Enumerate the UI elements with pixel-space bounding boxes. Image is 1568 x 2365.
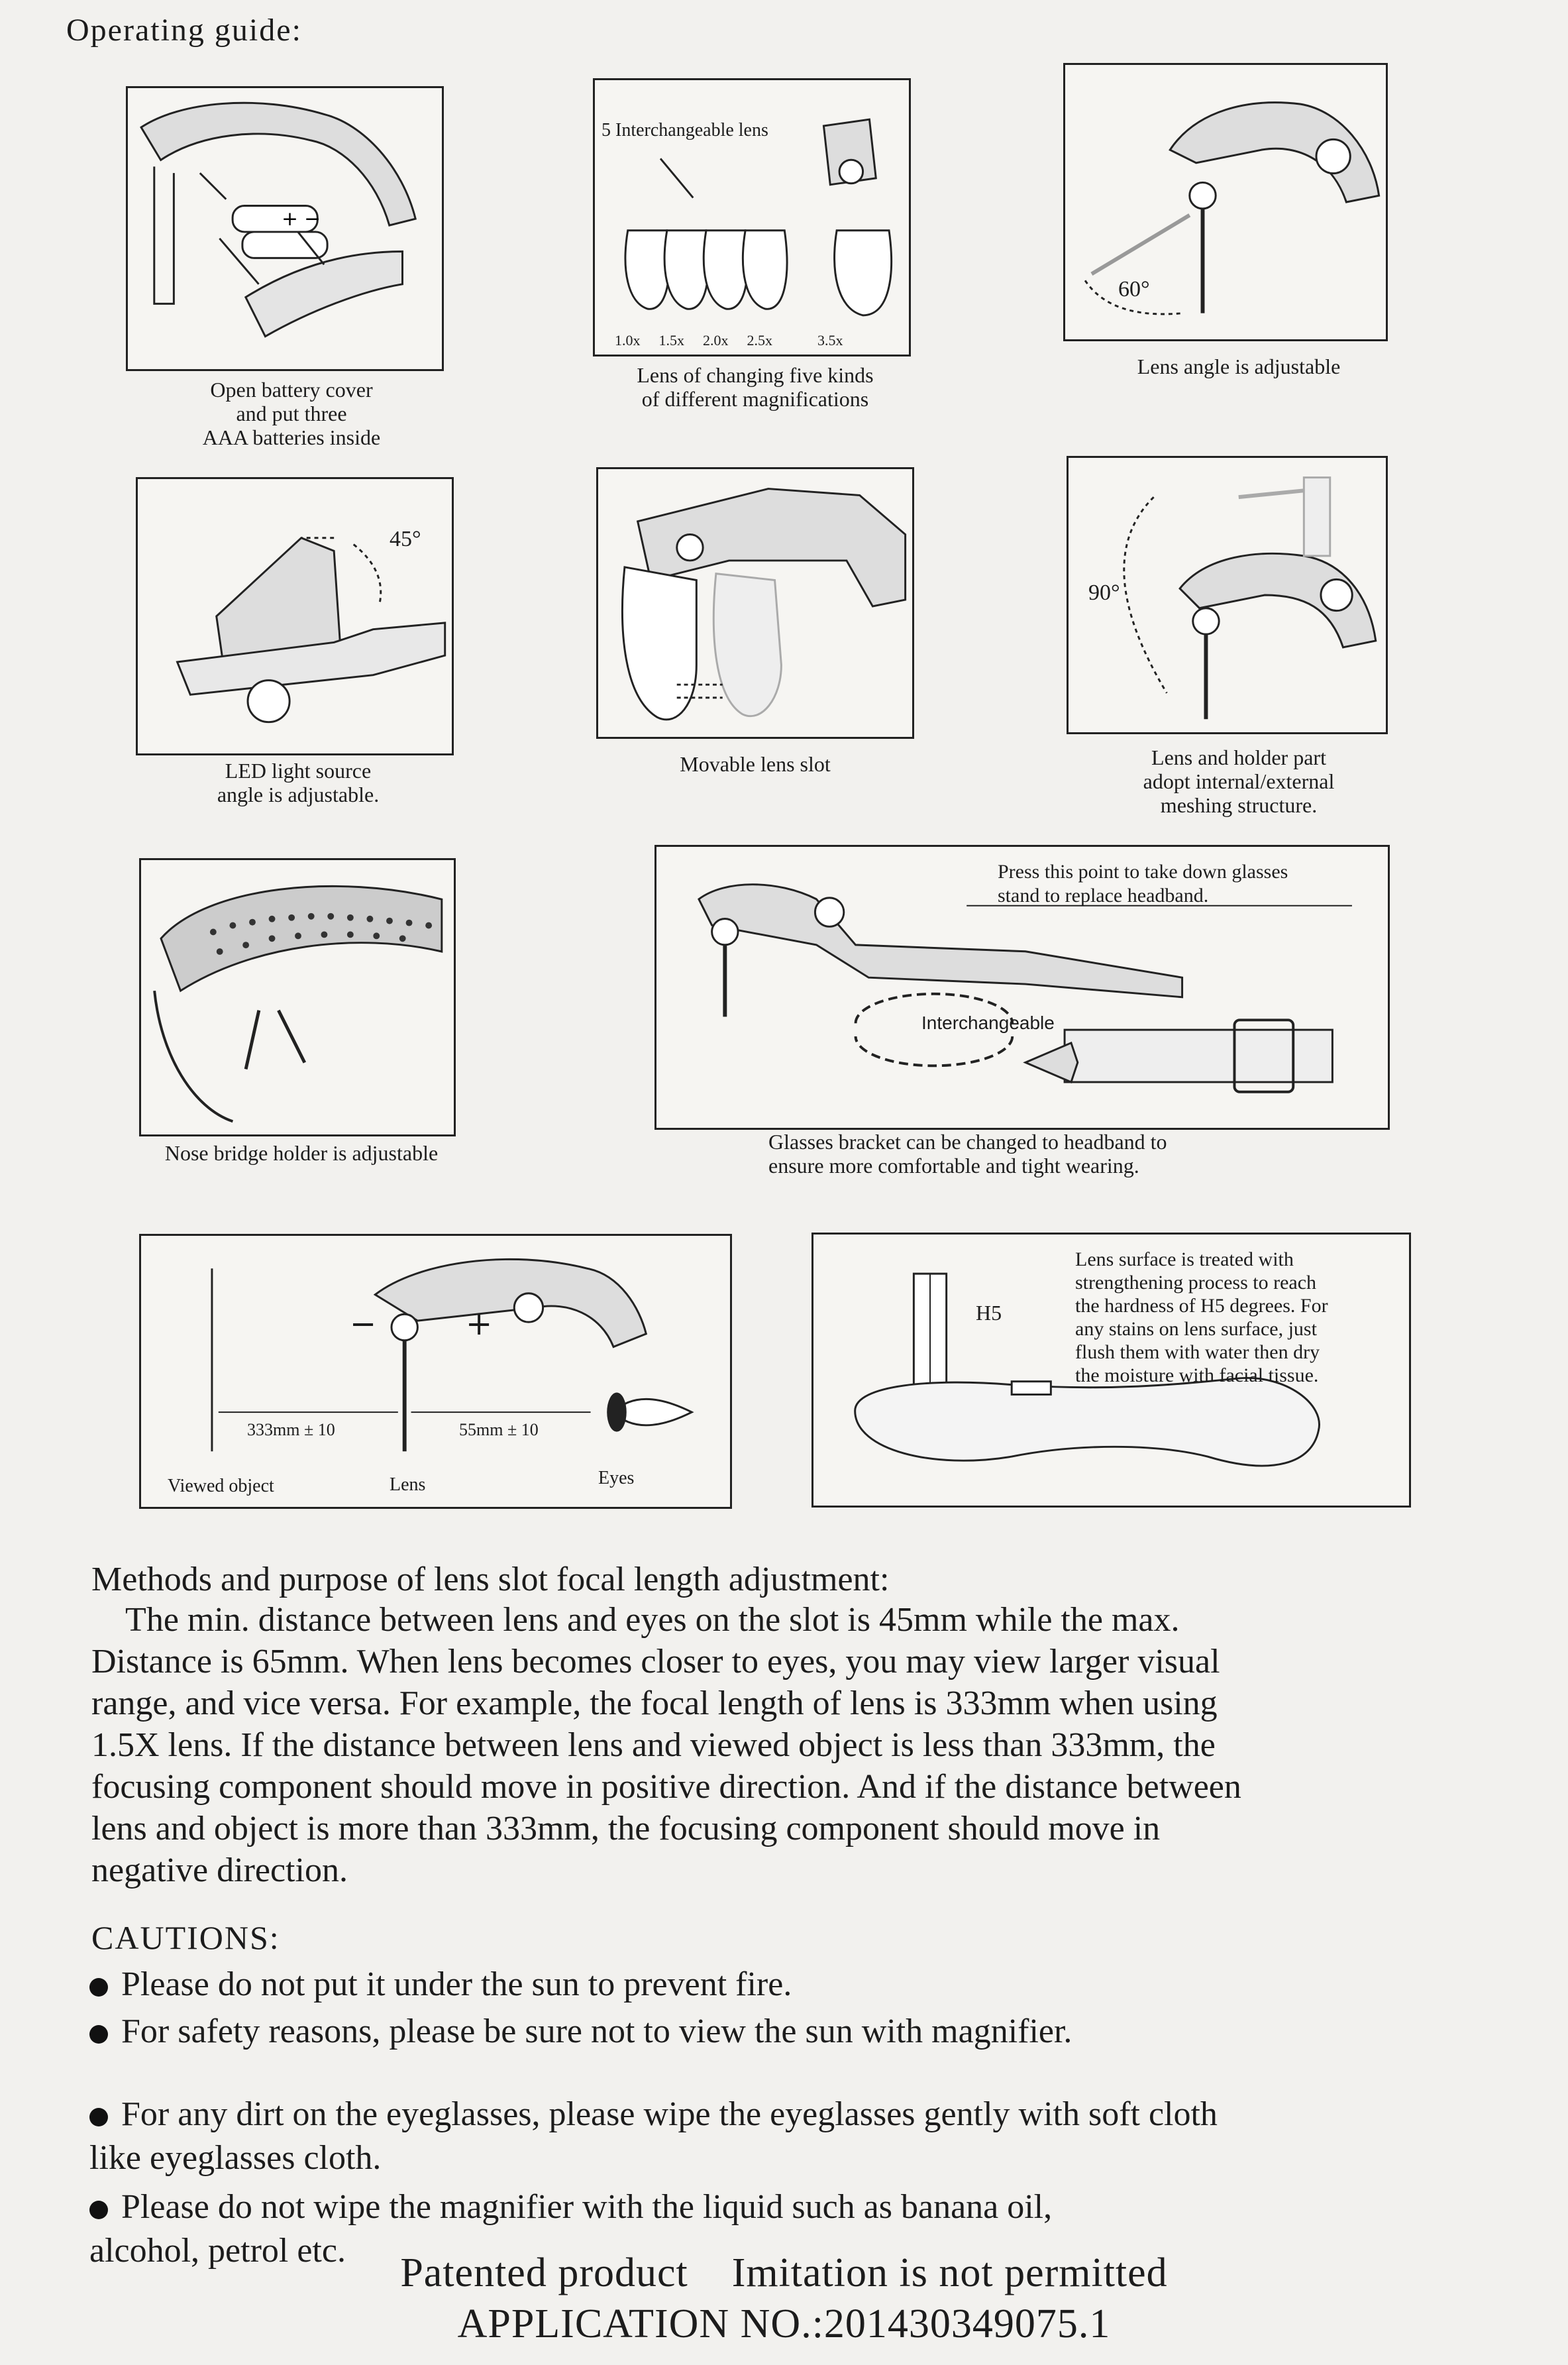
focal-length-illustration [139,1234,732,1509]
holder-illustration [1067,456,1388,734]
interchangeable-label: Interchangeable [921,1013,1055,1033]
caution-item-1 [89,1963,1481,2007]
led-angle-value: 45° [390,527,421,551]
caution-item-2 [89,2010,1481,2054]
magnification-list [615,332,900,349]
nose-caption: Nose bridge holder is adjustable [164,1141,439,1165]
cautions-title: CAUTIONS: [91,1919,280,1956]
hardness-label: H5 [976,1301,1002,1325]
caution-text-1: Please do not put it under the sun to prevent fire. [121,1965,792,2003]
bullet-icon [89,2201,108,2219]
methods-line-2: Distance is 65mm. When lens becomes closer to eyes, you may view larger visual [91,1643,1220,1680]
lens-angle-caption: Lens angle is adjustable [1137,355,1341,378]
minus-sign: − [350,1305,377,1343]
slot-illustration [596,467,914,739]
eyes-label: Eyes [598,1468,635,1488]
caution-text-2: For safety reasons, please be sure not to view the sun with magnifier. [121,2012,1072,2050]
bullet-icon [89,2025,108,2044]
methods-line-7: negative direction. [91,1851,348,1889]
bullet-icon [89,2108,108,2126]
plus-sign: + [466,1305,493,1343]
viewed-object-label: Viewed object [168,1476,274,1496]
holder-angle-value: 90° [1088,580,1120,605]
nose-illustration [139,858,456,1136]
bracket-press-note: Press this point to take down glasses stand to replace headband. [998,861,1288,907]
methods-heading: Methods and purpose of lens slot focal length adjustment: [91,1561,890,1598]
patent-notice: Patented product Imitation is not permitted [400,2250,1168,2295]
magnification-4: 2.5x [747,332,772,349]
led-illustration [136,477,454,755]
application-number: APPLICATION NO.:201430349075.1 [457,2301,1111,2346]
caution-text-4: Please do not wipe the magnifier with the liquid such as banana oil, alcohol, petrol etc. [89,2188,1053,2270]
lens-label: Lens [390,1474,426,1495]
bracket-illustration [654,845,1390,1130]
magnification-1: 1.0x [615,332,641,349]
methods-line-5: focusing component should move in positive direction. And if the distance between [91,1768,1241,1806]
lenses-illustration [593,78,911,357]
bullet-icon [89,1978,108,1997]
lens-surface-illustration [811,1233,1411,1508]
distance-lens-eyes: 55mm ± 10 [459,1420,539,1439]
lens-angle-value: 60° [1118,277,1150,302]
lenses-caption: Lens of changing five kinds of different magnifications [637,363,874,411]
methods-line-4: 1.5X lens. If the distance between lens and viewed object is less than 333mm, the [91,1726,1216,1764]
holder-caption: Lens and holder part adopt internal/external meshing structure. [1143,745,1335,817]
magnification-5: 3.5x [817,332,843,349]
lenses-label: 5 Interchangeable lens [601,120,768,140]
distance-object-lens: 333mm ± 10 [247,1420,335,1439]
methods-line-6: lens and object is more than 333mm, the focusing component should move in [91,1810,1161,1847]
page-title: Operating guide: [66,13,302,48]
battery-illustration [126,86,444,371]
lens-surface-note: Lens surface is treated with strengthening process to reach the hardness of H5 degrees. For any stains on lens surface, just flush them with water then dry the moisture with facial tissue. [1075,1248,1328,1386]
methods-line-3: range, and vice versa. For example, the focal length of lens is 333mm when using [91,1684,1218,1722]
methods-line-1: The min. distance between lens and eyes on the slot is 45mm while the max. [91,1601,1180,1639]
svg-text:+ −: + − [282,207,321,231]
led-caption: LED light source angle is adjustable. [217,759,380,806]
magnification-3: 2.0x [703,332,729,349]
battery-caption: Open battery cover and put three AAA batteries inside [202,378,381,449]
magnification-2: 1.5x [658,332,684,349]
bracket-caption: Glasses bracket can be changed to headband to ensure more comfortable and tight wearing. [768,1130,1167,1178]
slot-caption: Movable lens slot [680,752,831,776]
lens-angle-illustration [1063,63,1388,341]
caution-text-3: For any dirt on the eyeglasses, please wipe the eyeglasses gently with soft cloth like eyeglasses cloth. [89,2095,1218,2177]
